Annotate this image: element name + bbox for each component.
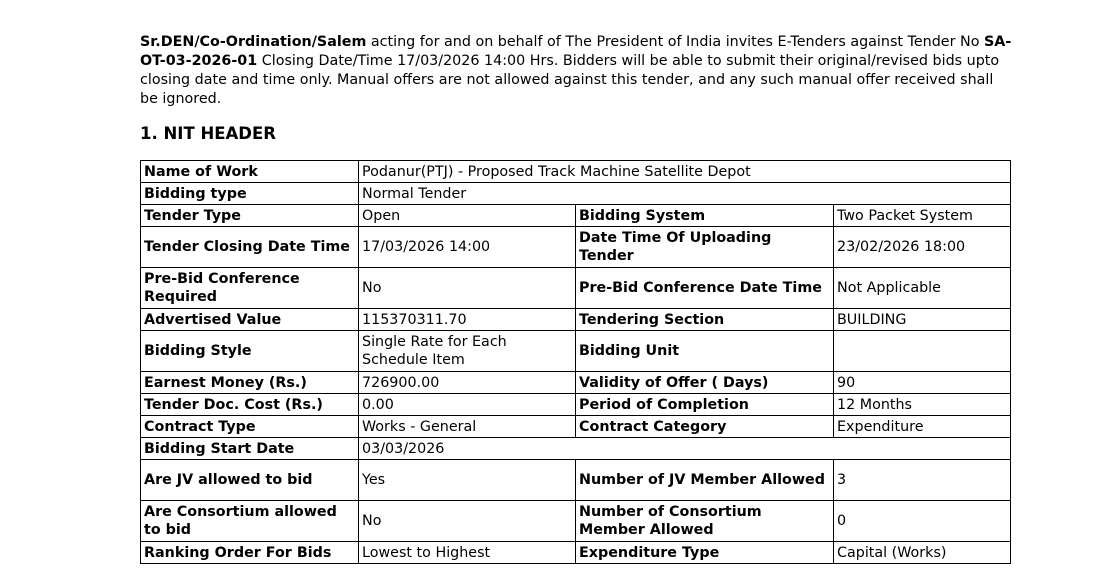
row-label: Ranking Order For Bids bbox=[141, 542, 359, 564]
row-label: Advertised Value bbox=[141, 309, 359, 331]
row-value: Two Packet System bbox=[834, 205, 1011, 227]
row-value: No bbox=[359, 268, 576, 309]
row-label: Number of JV Member Allowed bbox=[576, 460, 834, 501]
row-value: Yes bbox=[359, 460, 576, 501]
table-row bbox=[141, 268, 1011, 309]
row-value: 0.00 bbox=[359, 394, 576, 416]
row-label: Bidding Style bbox=[141, 331, 359, 372]
row-value: Capital (Works) bbox=[834, 542, 1011, 564]
row-label: Are JV allowed to bid bbox=[141, 460, 359, 501]
tender-number: SA-OT-03-2026-01 bbox=[140, 34, 1012, 69]
row-value: Normal Tender bbox=[359, 183, 1011, 205]
row-label: Pre-Bid Conference Required bbox=[141, 268, 359, 309]
row-value: 17/03/2026 14:00 bbox=[359, 227, 576, 268]
row-value: Not Applicable bbox=[834, 268, 1011, 309]
row-value: 90 bbox=[834, 372, 1011, 394]
table-row bbox=[141, 438, 1011, 460]
table-row bbox=[141, 205, 1011, 227]
table-row bbox=[141, 501, 1011, 542]
table-row bbox=[141, 309, 1011, 331]
row-label: Expenditure Type bbox=[576, 542, 834, 564]
row-label: Tender Closing Date Time bbox=[141, 227, 359, 268]
row-value: Lowest to Highest bbox=[359, 542, 576, 564]
row-value: Open bbox=[359, 205, 576, 227]
nit-header-table bbox=[140, 160, 1011, 564]
row-label: Earnest Money (Rs.) bbox=[141, 372, 359, 394]
row-value: 0 bbox=[834, 501, 1011, 542]
row-value: No bbox=[359, 501, 576, 542]
table-row bbox=[141, 331, 1011, 372]
table-row bbox=[141, 161, 1011, 183]
table-row bbox=[141, 394, 1011, 416]
row-label: Are Consortium allowed to bid bbox=[141, 501, 359, 542]
table-row bbox=[141, 183, 1011, 205]
intro-text-1: acting for and on behalf of The President of India invites E-Tenders against Tender No bbox=[366, 34, 985, 50]
intro-text-2: Closing Date/Time 17/03/2026 14:00 Hrs. Bidders will be able to submit their original/revised bids upto closing date and time only. Manual offers are not allowed against this tender, and any such manual offer received shall be ignored. bbox=[140, 53, 1000, 107]
row-value: 12 Months bbox=[834, 394, 1011, 416]
row-label: Number of Consortium Member Allowed bbox=[576, 501, 834, 542]
row-value: 726900.00 bbox=[359, 372, 576, 394]
row-label: Name of Work bbox=[141, 161, 359, 183]
row-label: Bidding type bbox=[141, 183, 359, 205]
table-row bbox=[141, 227, 1011, 268]
row-value: Single Rate for Each Schedule Item bbox=[359, 331, 576, 372]
table-row bbox=[141, 460, 1011, 501]
row-label: Tender Doc. Cost (Rs.) bbox=[141, 394, 359, 416]
row-value: 23/02/2026 18:00 bbox=[834, 227, 1011, 268]
row-value: Expenditure bbox=[834, 416, 1011, 438]
row-label: Tender Type bbox=[141, 205, 359, 227]
row-label: Pre-Bid Conference Date Time bbox=[576, 268, 834, 309]
row-label: Tendering Section bbox=[576, 309, 834, 331]
row-value: Podanur(PTJ) - Proposed Track Machine Satellite Depot bbox=[359, 161, 1011, 183]
row-label: Validity of Offer ( Days) bbox=[576, 372, 834, 394]
row-label: Period of Completion bbox=[576, 394, 834, 416]
row-label: Contract Category bbox=[576, 416, 834, 438]
table-row bbox=[141, 416, 1011, 438]
table-row bbox=[141, 372, 1011, 394]
row-label: Bidding Unit bbox=[576, 331, 834, 372]
row-label: Bidding Start Date bbox=[141, 438, 359, 460]
row-value: 03/03/2026 bbox=[359, 438, 1011, 460]
issuing-office: Sr.DEN/Co-Ordination/Salem bbox=[140, 34, 367, 50]
row-value: 3 bbox=[834, 460, 1011, 501]
row-label: Bidding System bbox=[576, 205, 834, 227]
row-value: Works - General bbox=[359, 416, 576, 438]
table-row bbox=[141, 542, 1011, 564]
row-label: Date Time Of Uploading Tender bbox=[576, 227, 834, 268]
row-value bbox=[834, 331, 1011, 372]
section-title: 1. NIT HEADER bbox=[140, 124, 276, 143]
tender-intro-paragraph bbox=[140, 33, 1015, 109]
row-value: 115370311.70 bbox=[359, 309, 576, 331]
row-value: BUILDING bbox=[834, 309, 1011, 331]
row-label: Contract Type bbox=[141, 416, 359, 438]
